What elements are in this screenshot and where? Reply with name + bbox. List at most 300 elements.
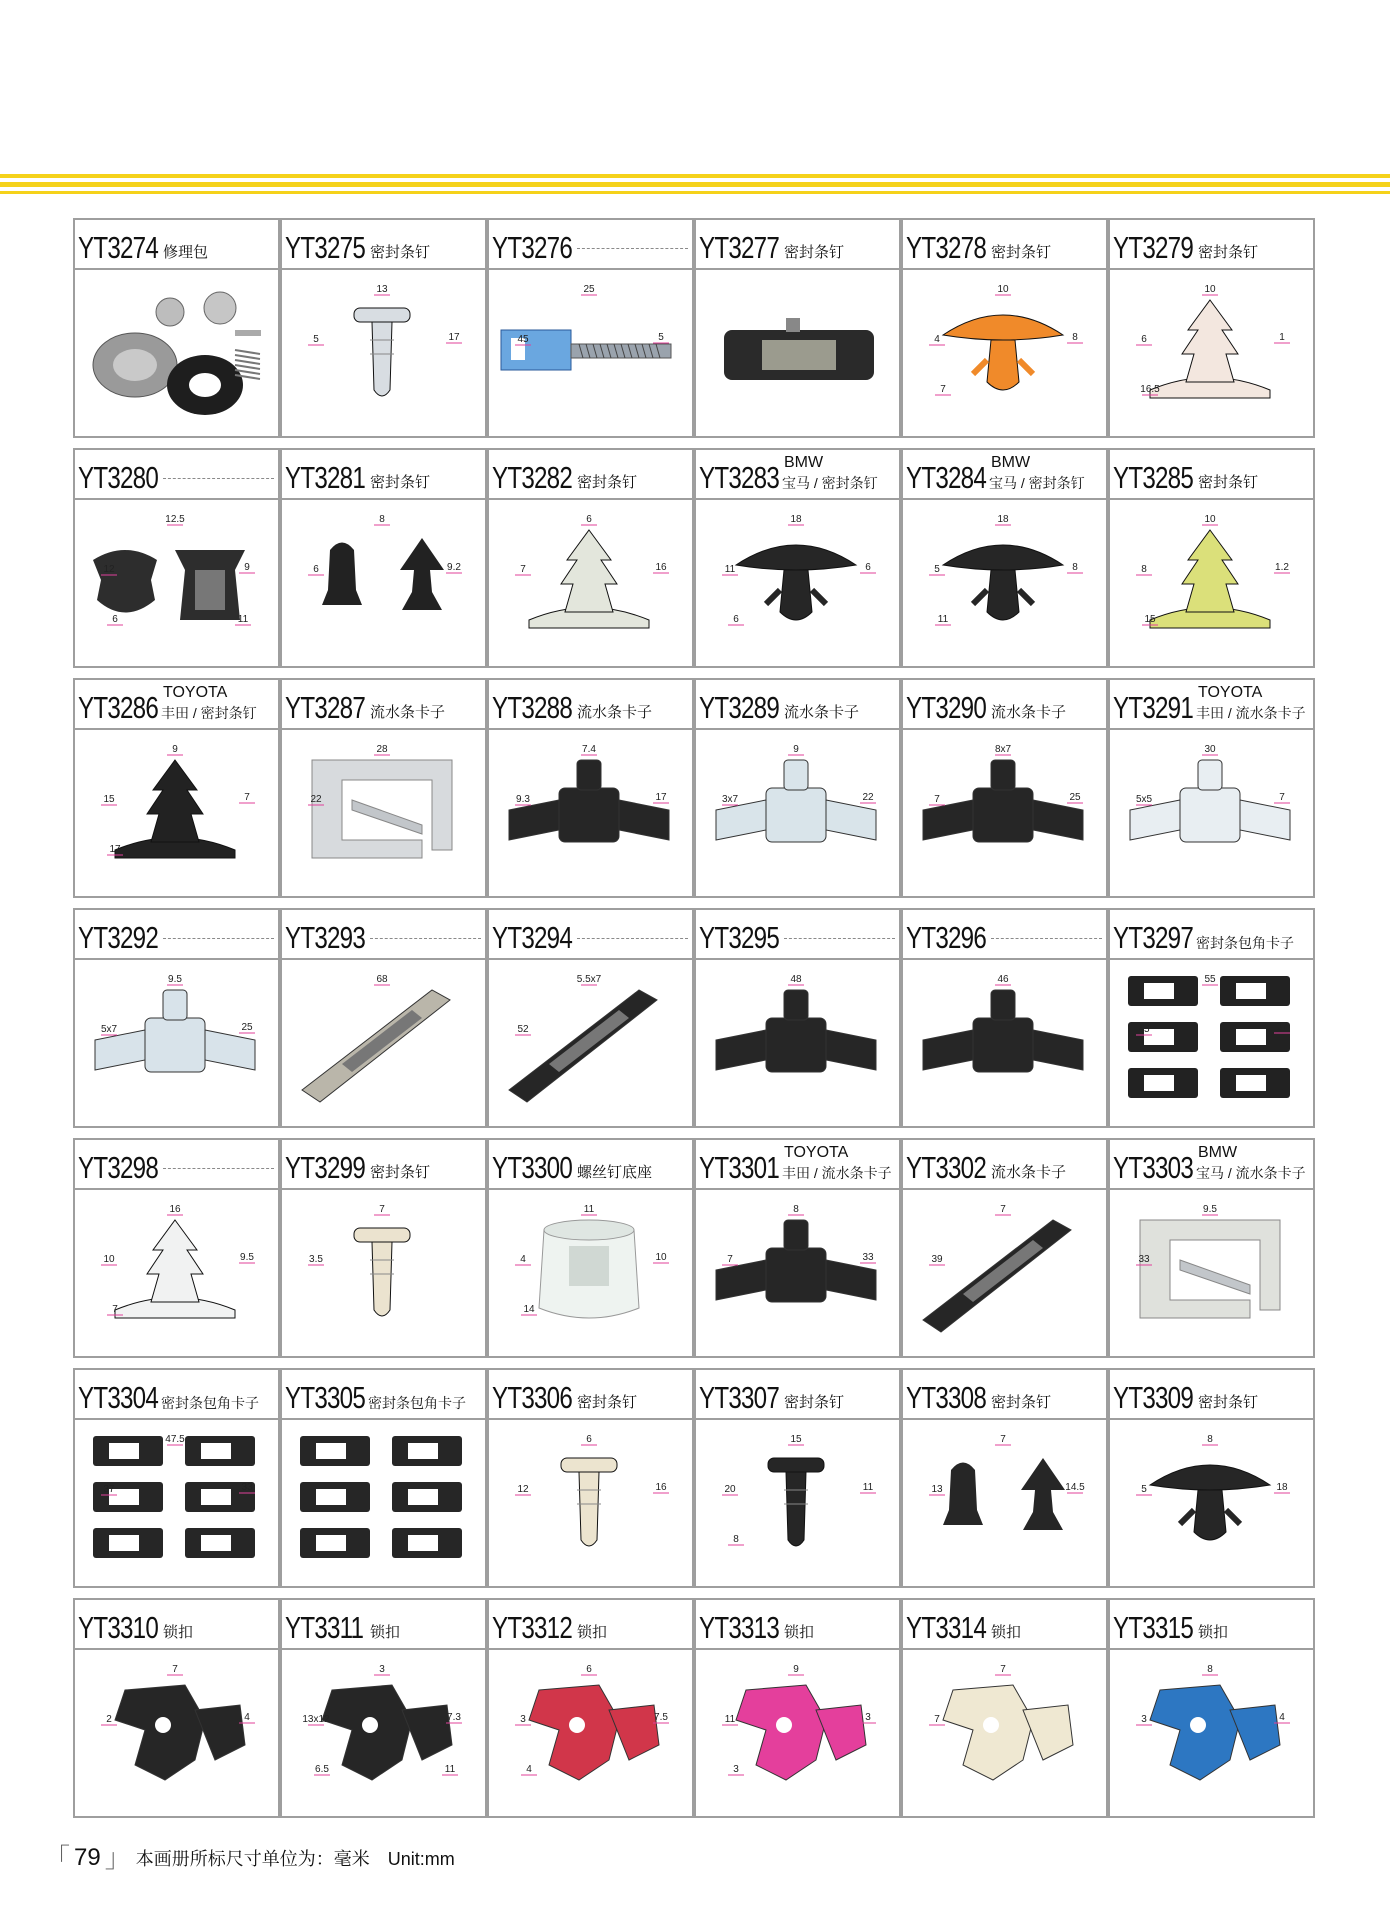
product-image	[903, 1190, 1106, 1356]
product-card	[73, 908, 280, 1128]
product-description: 密封条钉	[370, 244, 431, 261]
product-header	[1110, 1370, 1313, 1420]
part-illustration	[529, 530, 649, 628]
dimension-label: 11	[724, 1714, 736, 1725]
product-drawing	[1110, 270, 1313, 436]
product-drawing	[282, 270, 485, 436]
product-header	[1110, 910, 1313, 960]
product-drawing	[75, 730, 278, 896]
product-card	[487, 448, 694, 668]
product-drawing	[282, 960, 485, 1126]
dimension-label: 33	[241, 1482, 253, 1493]
product-drawing	[1110, 500, 1313, 666]
dimension-label: 10	[1204, 514, 1216, 525]
part-illustration	[509, 760, 669, 842]
dimension-label: 8	[1207, 1434, 1213, 1445]
dimension-label: 3.5	[309, 1254, 323, 1265]
dimension-label: 47.5	[165, 1434, 185, 1445]
dimension-label: 16	[655, 1482, 667, 1493]
dimension-label: 8	[1072, 562, 1078, 573]
product-card	[901, 1598, 1108, 1818]
product-card	[487, 1138, 694, 1358]
product-header	[489, 910, 692, 960]
product-code: YT3315	[1113, 1610, 1194, 1645]
dimension-label: 3x7	[721, 794, 739, 805]
product-code: YT3298	[78, 1150, 159, 1185]
product-image	[1110, 1650, 1313, 1816]
part-illustration	[561, 1458, 617, 1546]
product-image	[75, 960, 278, 1126]
dimension-label: 46	[997, 974, 1009, 985]
dimension-label: 6.5	[315, 1764, 329, 1775]
dimension-label: 10	[997, 284, 1009, 295]
product-header	[489, 680, 692, 730]
product-image	[489, 1190, 692, 1356]
product-card	[487, 218, 694, 438]
product-description: 流水条卡子	[370, 704, 446, 721]
part-illustration	[1130, 760, 1290, 842]
part-illustration	[768, 1458, 824, 1546]
bracket-open: 「	[44, 1843, 71, 1873]
product-card	[694, 678, 901, 898]
dimension-label: 17	[109, 844, 121, 855]
product-header	[489, 220, 692, 270]
product-description: 流水条卡子	[991, 704, 1067, 721]
dimension-label: 11	[444, 1764, 456, 1775]
dimension-label: 9.5	[168, 974, 182, 985]
product-card	[1108, 1138, 1315, 1358]
dimension-label: 17	[448, 332, 460, 343]
product-card	[694, 908, 901, 1128]
bracket-close: 」	[104, 1843, 131, 1873]
part-illustration	[923, 1220, 1071, 1332]
product-header	[282, 220, 485, 270]
dimension-label: 45	[517, 334, 529, 345]
product-code: YT3306	[492, 1380, 573, 1415]
dimension-label: 9.3	[516, 794, 530, 805]
product-header	[696, 1600, 899, 1650]
part-illustration	[943, 545, 1063, 620]
product-image	[696, 500, 899, 666]
part-illustration	[943, 1685, 1073, 1780]
dashed-separator	[577, 248, 688, 249]
product-header	[696, 910, 899, 960]
dimension-label: 30	[1204, 744, 1216, 755]
part-illustration	[95, 990, 255, 1072]
product-code: YT3274	[78, 230, 159, 265]
part-illustration	[322, 538, 444, 610]
product-image	[903, 730, 1106, 896]
dimension-label: 68	[376, 974, 388, 985]
product-image	[1110, 730, 1313, 896]
product-header	[903, 680, 1106, 730]
product-image	[282, 1190, 485, 1356]
dimension-label: 6	[112, 614, 118, 625]
part-illustration	[539, 1220, 639, 1318]
product-brand: TOYOTA	[163, 684, 228, 701]
product-card	[694, 1598, 901, 1818]
product-card	[1108, 678, 1315, 898]
product-description: 密封条钉	[784, 1394, 845, 1411]
dimension-label: 9.5	[1203, 1204, 1217, 1215]
part-illustration	[529, 1685, 659, 1780]
product-description: 密封条钉	[991, 244, 1052, 261]
dimension-label: 3	[733, 1764, 739, 1775]
product-image	[696, 1420, 899, 1586]
part-illustration	[1140, 1220, 1280, 1318]
product-code: YT3307	[699, 1380, 780, 1415]
product-image	[903, 500, 1106, 666]
dimension-label: 18	[790, 514, 802, 525]
dimension-label: 37	[103, 1484, 115, 1495]
part-illustration	[509, 990, 657, 1102]
product-code: YT3291	[1113, 690, 1194, 725]
product-code: YT3310	[78, 1610, 159, 1645]
part-illustration	[1150, 1465, 1270, 1540]
product-header	[75, 1600, 278, 1650]
product-description: 密封条钉	[577, 1394, 638, 1411]
product-header	[75, 680, 278, 730]
dimension-label: 12.5	[165, 514, 185, 525]
dimension-label: 25	[583, 284, 595, 295]
product-card	[280, 218, 487, 438]
product-code: YT3309	[1113, 1380, 1194, 1415]
product-code: YT3287	[285, 690, 366, 725]
product-card	[694, 1138, 901, 1358]
product-image	[696, 1650, 899, 1816]
product-drawing	[1110, 1420, 1313, 1586]
product-description: 丰田 / 流水条卡子	[1196, 705, 1306, 721]
product-description: 流水条卡子	[991, 1164, 1067, 1181]
part-illustration	[322, 1685, 452, 1780]
product-description: 丰田 / 密封条钉	[161, 705, 257, 721]
dimension-label: 5x7	[100, 1024, 118, 1035]
product-drawing	[75, 1190, 278, 1356]
dimension-label: 5	[313, 334, 319, 345]
product-card	[901, 448, 1108, 668]
product-drawing	[1110, 960, 1313, 1126]
dimension-label: 25	[1069, 792, 1081, 803]
dimension-label: 5	[1141, 1484, 1147, 1495]
dimension-label: 6	[733, 614, 739, 625]
product-header	[282, 680, 485, 730]
part-illustration	[115, 1220, 235, 1318]
dimension-label: 15	[103, 794, 115, 805]
dimension-label: 5.5x7	[576, 974, 602, 985]
product-description: 锁扣	[991, 1624, 1022, 1641]
dimension-label: 10	[1204, 284, 1216, 295]
product-code: YT3312	[492, 1610, 573, 1645]
dimension-label: 14.5	[1065, 1482, 1085, 1493]
dimension-label: 7	[112, 1304, 118, 1315]
dimension-label: 8	[1072, 332, 1078, 343]
dimension-label: 8	[733, 1534, 739, 1545]
dimension-label: 17	[655, 792, 667, 803]
product-description: 密封条包角卡子	[368, 1395, 466, 1411]
dimension-label: 4	[520, 1254, 526, 1265]
product-code: YT3313	[699, 1610, 780, 1645]
product-image	[489, 500, 692, 666]
product-image	[489, 960, 692, 1126]
product-image	[489, 1420, 692, 1586]
product-image	[1110, 500, 1313, 666]
product-code: YT3303	[1113, 1150, 1194, 1185]
page-footer	[44, 1836, 455, 1873]
product-brand: TOYOTA	[1198, 684, 1263, 701]
dimension-label: 18	[997, 514, 1009, 525]
product-card	[280, 448, 487, 668]
product-card	[901, 678, 1108, 898]
product-image	[903, 270, 1106, 436]
page-number: 79	[74, 1844, 101, 1871]
dimension-label: 7	[1279, 792, 1285, 803]
product-header	[696, 1370, 899, 1420]
product-code: YT3292	[78, 920, 159, 955]
dimension-label: 7	[520, 564, 526, 575]
product-drawing	[903, 270, 1106, 436]
product-card	[901, 1368, 1108, 1588]
dimension-label: 7	[244, 792, 250, 803]
part-illustration	[736, 545, 856, 620]
product-code: YT3296	[906, 920, 987, 955]
dimension-label: 6	[586, 1664, 592, 1675]
product-header	[903, 910, 1106, 960]
product-image	[75, 1420, 278, 1586]
product-drawing	[75, 270, 278, 436]
product-brand: BMW	[991, 454, 1031, 471]
product-drawing	[489, 730, 692, 896]
product-drawing	[696, 1650, 899, 1816]
dimension-label: 48	[790, 974, 802, 985]
part-illustration	[354, 1228, 410, 1316]
product-code: YT3295	[699, 920, 780, 955]
product-drawing	[489, 1420, 692, 1586]
dashed-separator	[163, 1168, 274, 1169]
product-header	[1110, 220, 1313, 270]
product-description: 密封条钉	[991, 1394, 1052, 1411]
product-header	[282, 450, 485, 500]
part-illustration	[923, 760, 1083, 842]
product-header	[282, 1370, 485, 1420]
product-code: YT3289	[699, 690, 780, 725]
part-illustration	[93, 292, 261, 415]
part-illustration	[115, 760, 235, 858]
product-description: 密封条钉	[577, 474, 638, 491]
product-drawing	[903, 960, 1106, 1126]
part-illustration	[1150, 1685, 1280, 1780]
dimension-label: 6	[313, 564, 319, 575]
product-card	[280, 1138, 487, 1358]
product-code: YT3293	[285, 920, 366, 955]
product-drawing	[903, 1190, 1106, 1356]
product-header	[903, 1370, 1106, 1420]
product-card	[487, 1598, 694, 1818]
product-header	[282, 1140, 485, 1190]
dimension-label: 6	[586, 1434, 592, 1445]
dimension-label: 28	[376, 744, 388, 755]
product-code: YT3283	[699, 460, 780, 495]
product-drawing	[489, 500, 692, 666]
dimension-label: 22	[310, 794, 322, 805]
product-code: YT3285	[1113, 460, 1194, 495]
product-card	[1108, 448, 1315, 668]
product-description: 修理包	[163, 244, 209, 261]
dimension-label: 14	[523, 1304, 535, 1315]
dimension-label: 12	[103, 564, 115, 575]
product-description: 密封条钉	[1198, 1394, 1259, 1411]
product-header	[1110, 450, 1313, 500]
dimension-label: 16	[169, 1204, 181, 1215]
product-card	[280, 1368, 487, 1588]
product-drawing	[282, 1190, 485, 1356]
product-code: YT3276	[492, 230, 573, 265]
product-header	[1110, 1140, 1313, 1190]
product-header	[282, 910, 485, 960]
product-description: 流水条卡子	[577, 704, 653, 721]
part-illustration	[93, 1436, 255, 1558]
dimension-label: 20	[724, 1484, 736, 1495]
product-drawing	[489, 960, 692, 1126]
product-header	[903, 220, 1106, 270]
product-drawing	[75, 960, 278, 1126]
product-drawing	[903, 730, 1106, 896]
product-card	[1108, 1598, 1315, 1818]
product-description: 密封条钉	[1198, 244, 1259, 261]
dimension-label: 3	[1141, 1714, 1147, 1725]
product-drawing	[1110, 730, 1313, 896]
part-illustration	[1150, 530, 1270, 628]
dimension-label: 10	[655, 1252, 667, 1263]
dimension-label: 6	[1141, 334, 1147, 345]
product-header	[489, 1600, 692, 1650]
product-card	[1108, 218, 1315, 438]
part-illustration	[923, 990, 1083, 1072]
product-drawing	[903, 1650, 1106, 1816]
product-drawing	[489, 1190, 692, 1356]
dimension-label: 6	[586, 514, 592, 525]
product-drawing	[1110, 1190, 1313, 1356]
dimension-label: 15	[1144, 614, 1156, 625]
product-header	[489, 1370, 692, 1420]
dimension-label: 16.5	[1140, 384, 1160, 395]
product-code: YT3286	[78, 690, 159, 725]
product-image	[282, 1650, 485, 1816]
product-code: YT3278	[906, 230, 987, 265]
part-illustration	[115, 1685, 245, 1780]
product-image	[696, 1190, 899, 1356]
product-code: YT3314	[906, 1610, 987, 1645]
product-code: YT3297	[1113, 920, 1194, 955]
dimension-label: 5	[658, 332, 664, 343]
dimension-label: 7	[379, 1204, 385, 1215]
dimension-label: 3	[520, 1714, 526, 1725]
product-image	[1110, 960, 1313, 1126]
dimension-label: 11	[724, 564, 736, 575]
dashed-separator	[577, 938, 688, 939]
dimension-label: 12	[517, 1484, 529, 1495]
product-drawing	[282, 1650, 485, 1816]
product-header	[696, 1140, 899, 1190]
product-description: 锁扣	[784, 1624, 815, 1641]
product-drawing	[75, 1650, 278, 1816]
product-header	[75, 220, 278, 270]
product-image	[282, 960, 485, 1126]
dimension-label: 1	[1279, 332, 1285, 343]
dimension-label: 3	[865, 1712, 871, 1723]
product-card	[73, 448, 280, 668]
product-header	[75, 910, 278, 960]
product-image	[282, 1420, 485, 1586]
product-header	[1110, 680, 1313, 730]
dimension-label: 7.4	[582, 744, 596, 755]
dimension-label: 8	[1141, 564, 1147, 575]
product-brand: BMW	[784, 454, 824, 471]
product-image	[696, 270, 899, 436]
product-code: YT3284	[906, 460, 987, 495]
dimension-label: 16	[655, 562, 667, 573]
product-image	[903, 1650, 1106, 1816]
dimension-label: 18	[1276, 1482, 1288, 1493]
product-drawing	[1110, 1650, 1313, 1816]
product-header	[903, 1600, 1106, 1650]
product-card	[280, 1598, 487, 1818]
part-illustration	[724, 318, 874, 380]
dimension-label: 8	[1207, 1664, 1213, 1675]
product-description: 丰田 / 流水条卡子	[782, 1165, 892, 1181]
dimension-label: 7	[1000, 1204, 1006, 1215]
product-code: YT3300	[492, 1150, 573, 1185]
dimension-label: 11	[583, 1204, 595, 1215]
product-card	[487, 1368, 694, 1588]
dimension-label: 52	[517, 1024, 529, 1035]
product-description: 锁扣	[577, 1624, 608, 1641]
product-image	[75, 1650, 278, 1816]
product-code: YT3294	[492, 920, 573, 955]
product-brand: BMW	[1198, 1144, 1238, 1161]
part-illustration	[943, 315, 1063, 390]
dimension-label: 13	[376, 284, 388, 295]
product-code: YT3275	[285, 230, 366, 265]
part-illustration	[300, 1436, 462, 1558]
product-header	[282, 1600, 485, 1650]
product-drawing	[903, 500, 1106, 666]
product-card	[73, 1138, 280, 1358]
product-drawing	[696, 1190, 899, 1356]
product-code: YT3277	[699, 230, 780, 265]
product-image	[282, 500, 485, 666]
product-header	[75, 1140, 278, 1190]
product-code: YT3290	[906, 690, 987, 725]
product-description: 宝马 / 流水条卡子	[1196, 1165, 1306, 1181]
dashed-separator	[370, 938, 481, 939]
part-illustration	[1128, 976, 1290, 1098]
dimension-label: 55	[1204, 974, 1216, 985]
product-card	[1108, 908, 1315, 1128]
product-code: YT3302	[906, 1150, 987, 1185]
dimension-label: 3	[379, 1664, 385, 1675]
dimension-label: 7	[727, 1254, 733, 1265]
product-description: 流水条卡子	[784, 704, 860, 721]
dimension-label: 9	[172, 744, 178, 755]
product-description: 密封条钉	[784, 244, 845, 261]
part-illustration	[93, 550, 245, 620]
product-card	[487, 908, 694, 1128]
product-image	[903, 1420, 1106, 1586]
product-card	[280, 678, 487, 898]
product-card	[73, 1598, 280, 1818]
product-header	[489, 1140, 692, 1190]
dashed-separator	[163, 478, 274, 479]
